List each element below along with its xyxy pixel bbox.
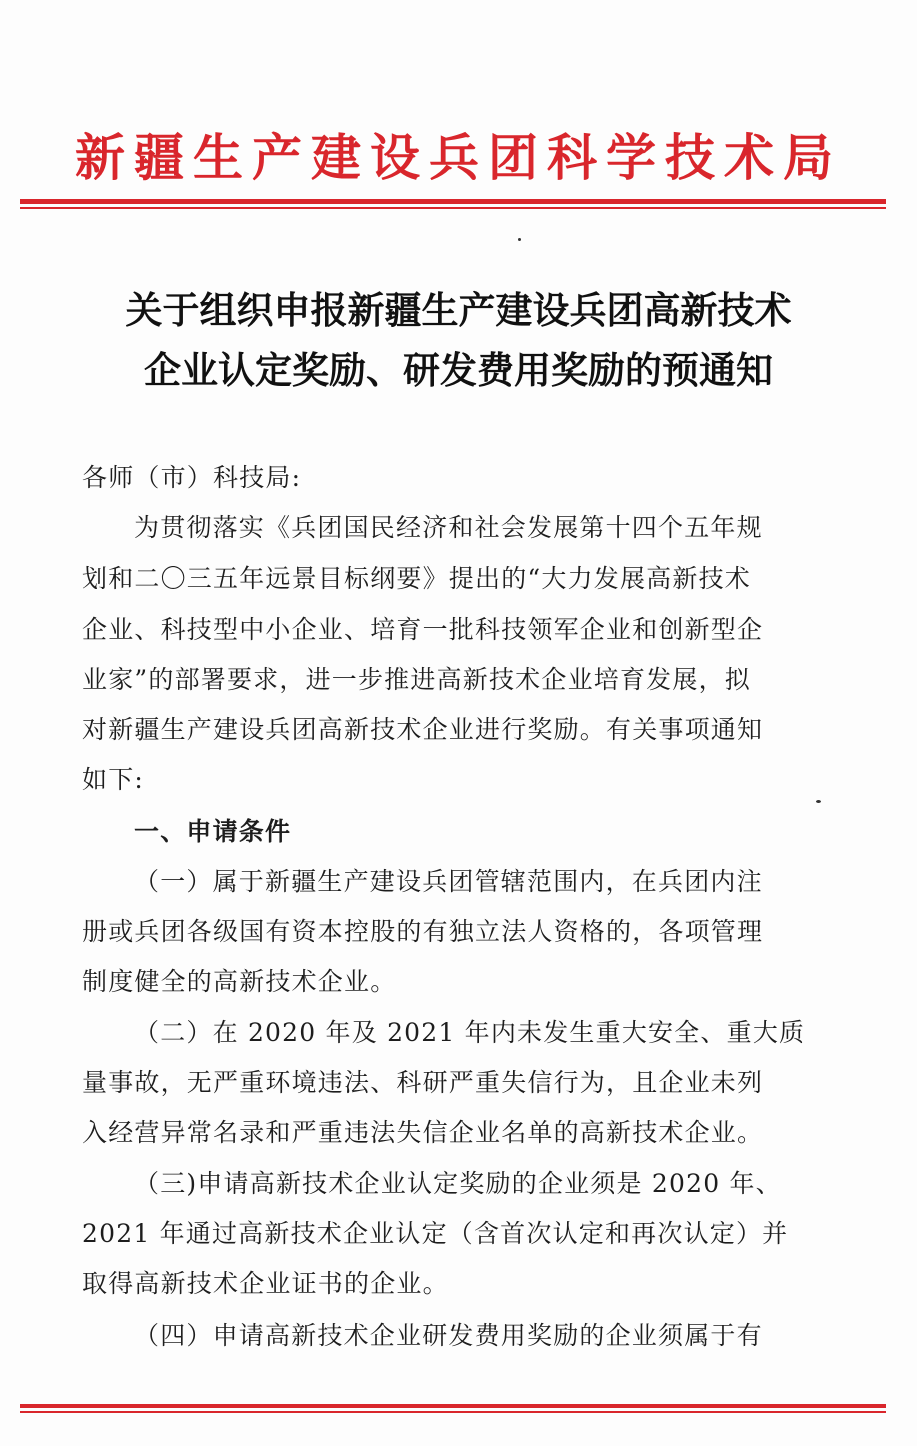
document-title-line-1: 关于组织申报新疆生产建设兵团高新技术 — [125, 288, 792, 332]
intro-line-6: 如下: — [82, 765, 145, 794]
condition-2-line-1: （二）在 2020 年及 2021 年内未发生重大安全、重大质 — [134, 1018, 806, 1047]
letterhead-org-name: 新疆生产建设兵团科学技术局 — [75, 128, 842, 187]
condition-4-line-1: （四）申请高新技术企业研发费用奖励的企业须属于有 — [134, 1321, 763, 1350]
intro-line-3: 企业、科技型中小企业、培育一批科技领军企业和创新型企 — [82, 615, 764, 644]
condition-1-line-3: 制度健全的高新技术企业。 — [82, 967, 397, 996]
scan-speck — [518, 238, 521, 241]
scan-speck — [816, 800, 821, 803]
condition-2-line-3: 入经营异常名录和严重违法失信企业名单的高新技术企业。 — [82, 1118, 764, 1147]
condition-2-line-2: 量事故，无严重环境违法、科研严重失信行为，且企业未列 — [82, 1068, 764, 1097]
condition-1-line-1: （一）属于新疆生产建设兵团管辖范围内，在兵团内注 — [134, 867, 763, 896]
letterhead-divider-thick — [20, 199, 886, 204]
salutation: 各师（市）科技局: — [82, 463, 302, 492]
footer-divider-thick — [20, 1404, 886, 1408]
section-1-heading: 一、申请条件 — [134, 817, 292, 846]
condition-1-line-2: 册或兵团各级国有资本控股的有独立法人资格的，各项管理 — [82, 917, 764, 946]
intro-line-1: 为贯彻落实《兵团国民经济和社会发展第十四个五年规 — [134, 513, 763, 542]
footer-divider-thin — [20, 1411, 886, 1413]
document-title — [40, 280, 877, 400]
intro-line-4: 业家”的部署要求，进一步推进高新技术企业培育发展，拟 — [82, 665, 751, 694]
condition-3-line-3: 取得高新技术企业证书的企业。 — [82, 1269, 449, 1298]
intro-line-2: 划和二〇三五年远景目标纲要》提出的“大力发展高新技术 — [82, 564, 751, 593]
letterhead-divider-thin — [20, 207, 886, 209]
intro-line-5: 对新疆生产建设兵团高新技术企业进行奖励。有关事项通知 — [82, 715, 764, 744]
condition-3-line-1: （三)申请高新技术企业认定奖励的企业须是 2020 年、 — [134, 1169, 782, 1198]
condition-3-line-2: 2021 年通过高新技术企业认定（含首次认定和再次认定）并 — [82, 1219, 789, 1248]
document-title-line-2: 企业认定奖励、研发费用奖励的预通知 — [144, 348, 773, 392]
